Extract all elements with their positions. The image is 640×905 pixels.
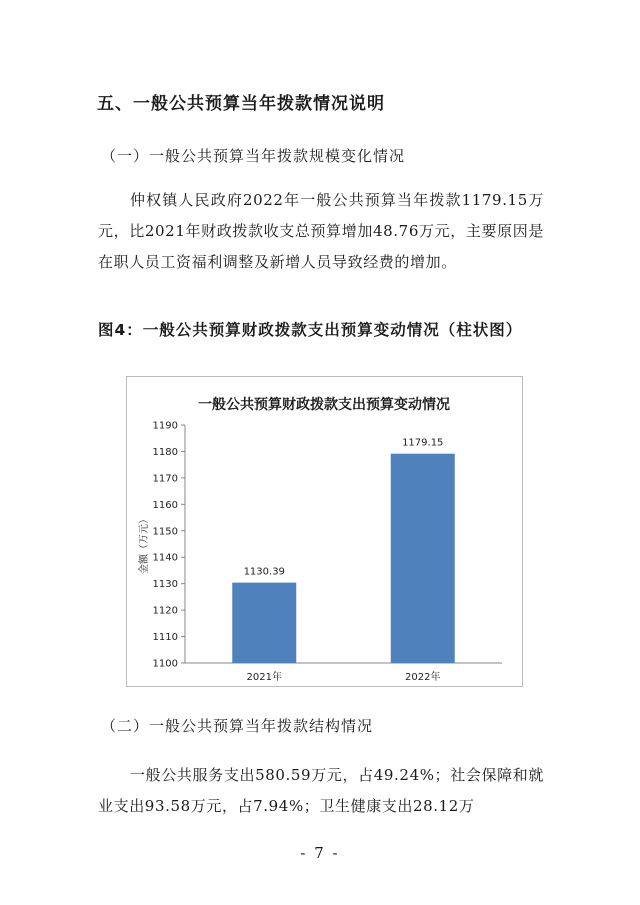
y-tick-label: 1100	[152, 658, 178, 670]
subsection-heading-scale: （一）一般公共预算当年拨款规模变化情况	[101, 147, 406, 165]
paragraph-structure: 一般公共服务支出580.59万元，占49.24%；社会保障和就业支出93.58万元，占7.94%；卫生健康支出28.12万	[98, 766, 544, 815]
y-tick-label: 1140	[152, 552, 178, 564]
page-number: - 7 -	[300, 844, 340, 862]
x-tick-label: 2021年	[246, 672, 282, 683]
subsection-heading-structure: （二）一般公共预算当年拨款结构情况	[101, 717, 374, 735]
bar	[391, 454, 455, 663]
y-tick-label: 1160	[152, 499, 178, 511]
bar-chart	[127, 377, 522, 686]
section-heading: 五、一般公共预算当年拨款情况说明	[97, 94, 385, 114]
y-tick-label: 1170	[152, 473, 178, 485]
bar-value-label: 1179.15	[402, 437, 444, 449]
figure-caption: 图4：一般公共预算财政拨款支出预算变动情况（柱状图）	[98, 321, 523, 339]
y-tick-label: 1190	[152, 420, 178, 432]
paragraph-scale-change: 仲权镇人民政府2022年一般公共预算当年拨款1179.15万元，比2021年财政拨款收支总预算增加48.76万元，主要原因是在职人员工资福利调整及新增人员导致经费的增加。	[98, 191, 544, 271]
bar-value-label: 1130.39	[243, 566, 285, 578]
chart-title: 一般公共预算财政拨款支出预算变动情况	[198, 397, 450, 413]
chart-y-axis-label: 金额（万元）	[139, 514, 150, 574]
y-tick-label: 1120	[152, 605, 178, 617]
y-tick-label: 1180	[152, 446, 178, 458]
x-tick-label: 2022年	[405, 672, 441, 683]
y-tick-label: 1130	[152, 579, 178, 591]
bar	[232, 583, 296, 663]
y-tick-label: 1110	[152, 632, 178, 644]
bar-chart-frame	[126, 376, 523, 687]
y-tick-label: 1150	[152, 526, 178, 538]
